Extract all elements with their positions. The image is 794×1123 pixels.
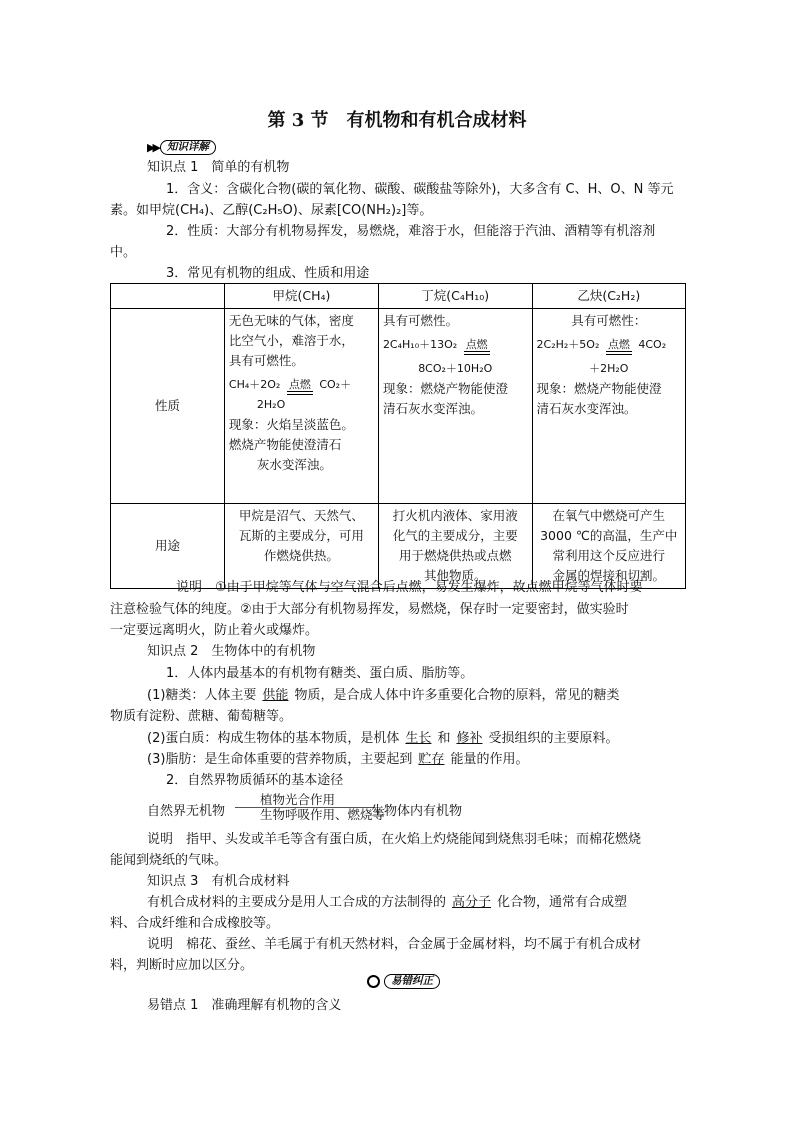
text: (1)糖类：人体主要 [147,688,257,703]
kp1-def-line2: 素。如甲烷(CH₄)、乙醇(C₂H₅O)、尿素[CO(NH₂)₂]等。 [110,203,433,218]
note1-line3: 一定要远离明火，防止着火或爆炸。 [110,623,319,638]
text: 金属的焊接和切割。 [552,568,666,583]
kp2-heading: 知识点 2 生物体中的有机物 [147,644,316,659]
kp2-cycle-title: 2．自然界物质循环的基本途径 [166,773,344,788]
kp3-heading: 知识点 3 有机合成材料 [147,874,290,889]
text: 甲烷是沼气、天然气、 [238,508,364,523]
section-badge: 知识详解 [160,140,216,155]
page-title: 第 3 节 有机物和有机合成材料 [267,110,527,131]
text: 化合物，通常有合成塑 [497,895,628,910]
text: 有机合成材料的主要成分是用人工合成的方法制得的 [147,895,447,910]
organic-compounds-table [110,283,686,589]
acetylene-property-cell [532,309,685,504]
kp2-fat-line [147,750,697,770]
row-label-property: 性质 [111,309,225,504]
methane-use-cell [224,504,378,589]
kp3-line2: 料、合成纤维和合成橡胶等。 [110,916,280,931]
text: 具有可燃性。 [228,353,304,368]
section-banner-errors [367,974,440,989]
kp2-note-line2: 能闻到烧纸的气味。 [110,853,228,868]
kp3-line1 [147,893,697,913]
text: 能量的作用。 [450,752,529,767]
kp2-note-line1: 说明 指甲、头发或羊毛等含有蛋白质，在火焰上灼烧能闻到烧焦羽毛味；而棉花燃烧 [147,832,642,847]
condition-label: 点燃 [465,338,488,351]
text: 清石灰水变浑浊。 [536,401,637,416]
cycle-right-node: 生物体内有机物 [371,804,463,819]
text: 受损组织的主要原料。 [488,731,619,746]
answer-blank: 高分子 [452,895,492,910]
text: 具有可燃性： [571,313,647,328]
text: 物质，是合成人体中许多重要化合物的原料，常见的糖类 [294,688,620,703]
eq-tail: ＋2H₂O [589,362,629,375]
text: 现象：燃烧产物能使澄 [382,381,508,396]
double-line [464,352,490,355]
condition-label: 点燃 [288,378,311,391]
table-row [111,309,686,504]
answer-blank: 生长 [405,731,432,746]
kp3-note-line1: 说明 棉花、蚕丝、羊毛属于有机天然材料，合金属于金属材料，均不属于有机合成材 [147,937,642,952]
text: (2)蛋白质：构成生物体的基本物质，是机体 [147,731,400,746]
text: 和 [437,731,451,746]
text: 瓦斯的主要成分，可用 [238,528,364,543]
text: 用于燃烧供热或点燃 [398,548,512,563]
text: 打火机内液体、家用液 [392,508,518,523]
text: 在氧气中燃烧可产生 [552,508,666,523]
kp2-sugar-line1 [147,686,697,706]
table-header-cell: 丁烷(C₄H₁₀) [378,284,532,309]
kp1-prop-line1: 2．性质：大部分有机物易挥发，易燃烧，难溶于水，但能溶于汽油、酒精等有机溶剂 [166,224,656,239]
section-banner-knowledge [147,139,216,155]
note1-line2: 注意检验气体的纯度。②由于大部分有机物易挥发，易燃烧，保存时一定要密封，做实验时 [110,602,629,617]
text: 其他物质。 [423,568,487,583]
text: 无色无味的气体，密度 [228,313,354,328]
double-line [287,392,313,395]
butane-property-cell [378,309,532,504]
eq-tail: 8CO₂＋10H₂O [418,362,493,375]
table-header-row [111,284,686,309]
text: (3)脂肪：是生命体重要的营养物质，主要起到 [147,752,413,767]
eq-left: 2C₄H₁₀＋13O₂ [382,338,458,351]
material-cycle-diagram [147,790,687,830]
text: 灰水变浑浊。 [256,457,332,472]
acetylene-use-cell [532,504,685,589]
text: 现象：火焰呈淡蓝色。 [228,417,354,432]
acetylene-equation [537,335,681,355]
text: 现象：燃烧产物能使澄 [536,381,662,396]
methane-property-cell [224,309,378,504]
error-point-1: 易错点 1 准确理解有机物的含义 [147,998,342,1013]
answer-blank: 供能 [262,688,289,703]
text: 常利用这个反应进行 [552,548,666,563]
kp1-heading: 知识点 1 简单的有机物 [147,160,290,175]
row-label-use: 用途 [111,504,225,589]
kp3-note-line2: 料，判断时应加以区分。 [110,958,254,973]
butane-use-cell [378,504,532,589]
condition-label: 点燃 [607,338,630,351]
answer-blank: 修补 [456,731,483,746]
answer-blank: 贮存 [418,752,445,767]
double-arrow-icon: ▶▶ [147,140,158,154]
table-header-cell: 乙炔(C₂H₂) [532,284,685,309]
kp1-table-title: 3．常见有机物的组成、性质和用途 [166,266,370,281]
text: 清石灰水变浑浊。 [382,401,483,416]
condition-arrow [464,338,490,355]
table-row [111,504,686,589]
text: 作燃烧供热。 [263,548,339,563]
cycle-up-label: 植物光合作用 [260,792,336,807]
kp1-prop-line2: 中。 [110,245,137,260]
eq-left: CH₄＋2O₂ [228,378,281,391]
double-line [606,352,632,355]
note1-line1: 说明 ①由于甲烷等气体与空气混合后点燃，易发生爆炸，故点燃甲烷等气体时要 [176,580,643,595]
kp2-line1: 1．人体内最基本的有机物有糖类、蛋白质、脂肪等。 [166,666,474,681]
butane-equation [383,335,528,355]
eq-right: 4CO₂ [638,338,667,351]
text: 比空气小，难溶于水， [228,333,354,348]
kp2-sugar-line2: 物质有淀粉、蔗糖、葡萄糖等。 [110,709,293,724]
cycle-left-node: 自然界无机物 [147,804,226,819]
eq-tail: 2H₂O [256,398,286,411]
swirl-icon [367,975,380,988]
table-header-cell: 甲烷(CH₄) [224,284,378,309]
text: 燃烧产物能使澄清石 [228,437,342,452]
kp1-def-line1: 1．含义：含碳化合物(碳的氧化物、碳酸、碳酸盐等除外)，大多含有 C、H、O、N 等元 [166,182,674,197]
eq-left: 2C₂H₂＋5O₂ [536,338,600,351]
eq-right: CO₂＋ [319,378,352,391]
kp2-protein-line [147,729,697,749]
text: 化气的主要成分，主要 [392,528,518,543]
condition-arrow [287,378,313,395]
cycle-down-label: 生物呼吸作用、燃烧等 [260,807,386,822]
text: 3000 ℃的高温，生产中 [540,528,678,543]
methane-equation [229,375,374,395]
section-badge: 易错纠正 [384,974,440,989]
condition-arrow [606,338,632,355]
table-header-cell [111,284,225,309]
text: 具有可燃性。 [382,313,458,328]
